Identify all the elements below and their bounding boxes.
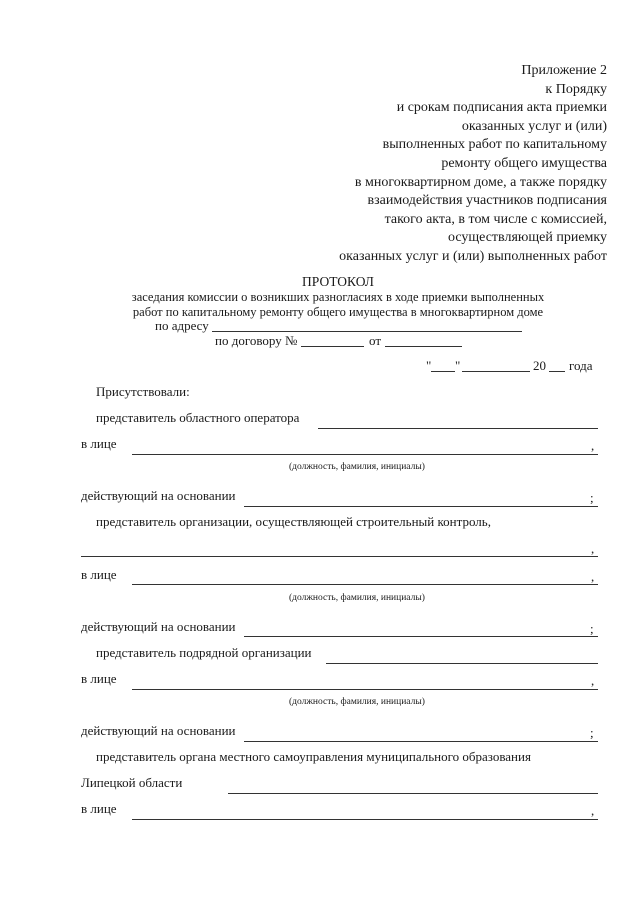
comma: , bbox=[591, 569, 595, 584]
year-suffix: года bbox=[569, 358, 593, 373]
local-government-person-field[interactable] bbox=[132, 819, 598, 820]
semicolon: ; bbox=[590, 490, 594, 505]
in-person-label: в лице bbox=[81, 671, 117, 686]
appendix-line: взаимодействия участников подписания bbox=[367, 193, 607, 209]
appendix-line: Приложение 2 bbox=[521, 63, 607, 78]
address-field[interactable] bbox=[212, 331, 522, 332]
semicolon: ; bbox=[590, 725, 594, 740]
appendix-line: оказанных услуг и (или) bbox=[461, 118, 607, 134]
construction-control-person-field[interactable] bbox=[132, 584, 598, 585]
regional-operator-field[interactable] bbox=[318, 428, 598, 429]
acting-basis-label: действующий на основании bbox=[81, 619, 236, 634]
day-field[interactable] bbox=[431, 371, 455, 372]
comma: , bbox=[591, 438, 595, 453]
regional-operator-person-field[interactable] bbox=[132, 454, 598, 455]
date-quote-close: " bbox=[455, 358, 461, 373]
field-hint: (должность, фамилия, инициалы) bbox=[289, 462, 425, 472]
local-government-field[interactable] bbox=[228, 793, 598, 794]
contract-number-field[interactable] bbox=[301, 346, 364, 347]
protocol-subtitle-1: заседания комиссии о возникших разногласиях в ходе приемки выполненных bbox=[131, 290, 545, 304]
semicolon: ; bbox=[590, 621, 594, 636]
comma: , bbox=[591, 541, 595, 556]
appendix-line: ремонту общего имущества bbox=[441, 155, 607, 171]
field-hint: (должность, фамилия, инициалы) bbox=[289, 697, 425, 707]
appendix-line: в многоквартирном доме, а также порядку bbox=[354, 174, 607, 190]
regional-operator-basis-field[interactable] bbox=[244, 506, 598, 507]
contractor-basis-field[interactable] bbox=[244, 741, 598, 742]
month-field[interactable] bbox=[462, 371, 530, 372]
in-person-label: в лице bbox=[81, 567, 117, 582]
year-field[interactable] bbox=[549, 371, 565, 372]
appendix-line: оказанных услуг и (или) выполненных работ bbox=[339, 248, 607, 264]
region-label: Липецкой области bbox=[81, 775, 183, 790]
comma: , bbox=[591, 673, 595, 688]
contract-from-label: от bbox=[369, 333, 382, 348]
contractor-person-field[interactable] bbox=[132, 689, 598, 690]
appendix-line: осуществляющей приемку bbox=[447, 230, 607, 246]
construction-control-basis-field[interactable] bbox=[244, 636, 598, 637]
in-person-label: в лице bbox=[81, 801, 117, 816]
appendix-line: к Порядку bbox=[545, 81, 607, 97]
appendix-line: выполненных работ по капитальному bbox=[382, 137, 607, 153]
address-label: по адресу bbox=[155, 318, 209, 333]
comma: , bbox=[591, 803, 595, 818]
regional-operator-label: представитель областного оператора bbox=[96, 410, 300, 425]
present-label: Присутствовали: bbox=[96, 384, 190, 399]
in-person-label: в лице bbox=[81, 436, 117, 451]
appendix-header bbox=[339, 62, 607, 267]
protocol-subtitle-2: работ по капитальному ремонту общего имущества в многоквартирном доме bbox=[132, 305, 544, 319]
acting-basis-label: действующий на основании bbox=[81, 723, 236, 738]
acting-basis-label: действующий на основании bbox=[81, 488, 236, 503]
contract-date-field[interactable] bbox=[385, 346, 462, 347]
local-government-label: представитель органа местного самоуправления муниципального образования bbox=[96, 749, 531, 764]
appendix-line: такого акта, в том числе с комиссией, bbox=[384, 211, 607, 227]
appendix-line: и срокам подписания акта приемки bbox=[396, 100, 607, 116]
construction-control-label: представитель организации, осуществляющей строительный контроль, bbox=[96, 514, 491, 529]
field-hint: (должность, фамилия, инициалы) bbox=[289, 593, 425, 603]
contractor-label: представитель подрядной организации bbox=[96, 645, 312, 660]
protocol-title: ПРОТОКОЛ bbox=[302, 274, 374, 289]
contract-label: по договору № bbox=[215, 333, 298, 348]
contractor-field[interactable] bbox=[326, 663, 598, 664]
date-quote-open: " bbox=[426, 358, 432, 373]
construction-control-field[interactable] bbox=[81, 556, 598, 557]
year-prefix: 20 bbox=[533, 358, 546, 373]
